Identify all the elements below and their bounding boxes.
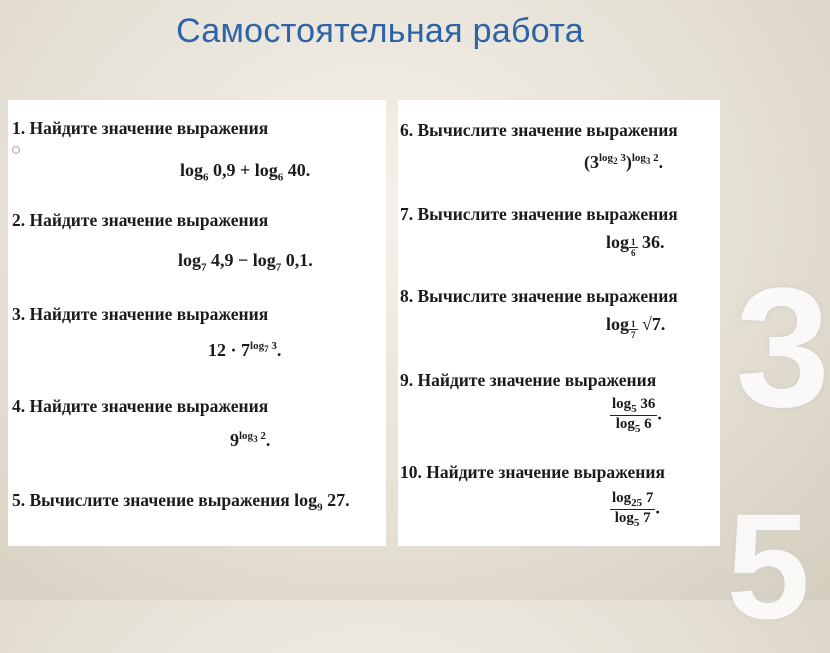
tasks-panel-right [398,100,720,546]
task-6-expression: $(3^{log_2 3})^{log_3 2}$. [584,152,664,172]
task-8-label: 8. Вычислите значение выражения [400,286,678,306]
task-1-label: 1. Найдите значение выражения [12,118,269,138]
tasks-panel-left [8,100,386,546]
task-4-expression: $9^{log_3 2}$. [230,430,271,450]
decorative-number: 5 [726,482,810,650]
task-2-label: 2. Найдите значение выражения [12,210,269,230]
slide-title: Самостоятельная работа [176,12,584,50]
task-2-expression: $\log_7 4,9 - \log_7 0,1$. [178,250,313,274]
task-5-label: 5. Вычислите значение выражения $\log_9 27$. [12,490,350,514]
task-7-label: 7. Вычислите значение выражения [400,204,678,224]
task-9-label: 9. Найдите значение выражения [400,370,657,390]
task-7-expression: log $\frac{1}{6}$ 36. [606,232,665,258]
decorative-circle [12,146,20,154]
task-10-label: 10. Найдите значение выражения [400,462,665,482]
task-4-label: 4. Найдите значение выражения [12,396,269,416]
task-3-label: 3. Найдите значение выражения [12,304,269,324]
task-8-expression: log $\frac{1}{7}$ √7. [606,314,666,340]
task-1-expression: $\log_6 0,9 + \log_6 40$. [180,160,311,184]
decorative-number: 3 [735,253,830,443]
task-3-expression: $12 \cdot 7^{log_7 3}$. [208,340,282,360]
task-10-expression: $\frac{\log_{25} 7}{\log_5 7}$ . [612,490,660,529]
task-9-expression: $\frac{\log_5 36}{\log_5 6}$ . [612,396,662,435]
task-5-expression: $\log_9 27$. [294,490,350,514]
task-6-label: 6. Вычислите значение выражения [400,120,678,140]
